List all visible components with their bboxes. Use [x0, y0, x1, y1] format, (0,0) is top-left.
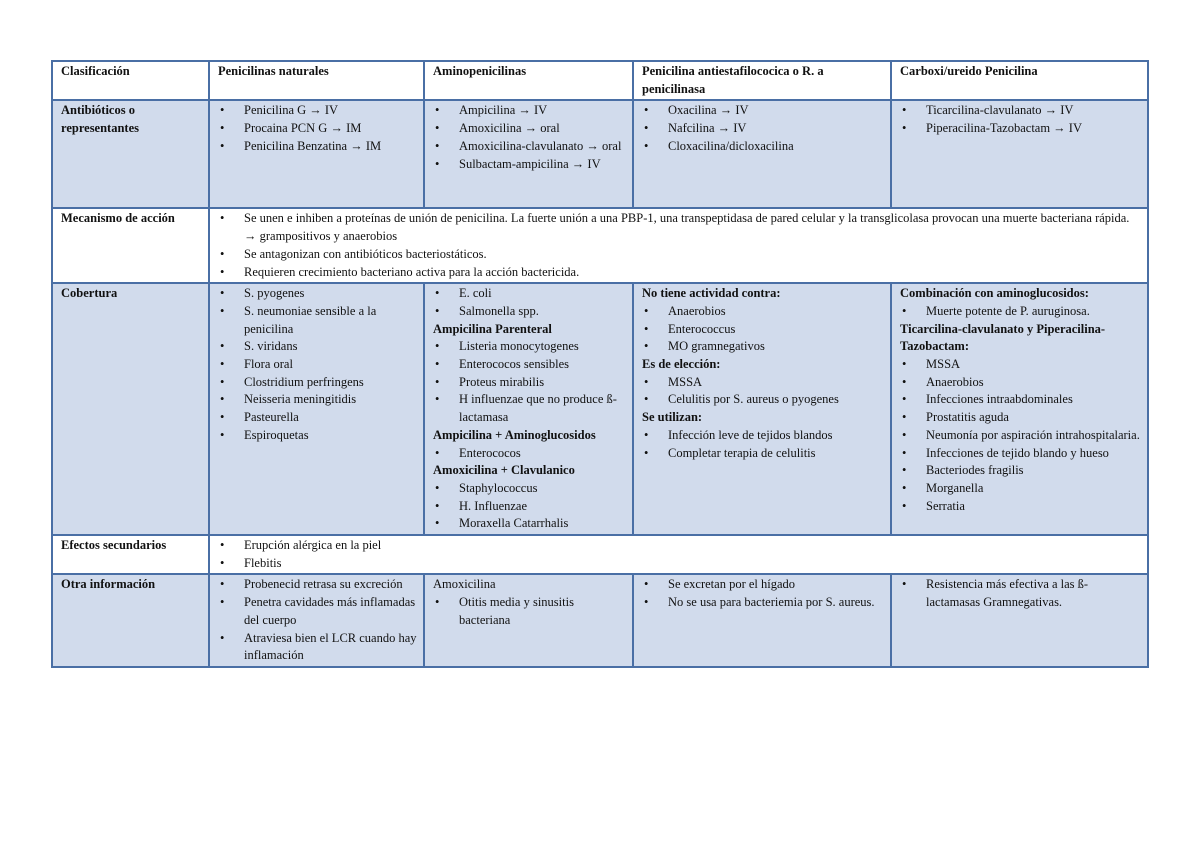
list-item: • Listeria monocytogenes	[433, 338, 626, 356]
cell-efectos	[209, 535, 1148, 574]
list-item: • Cloxacilina/dicloxacilina	[642, 138, 884, 156]
header-aminopenicilinas: Aminopenicilinas	[424, 61, 633, 100]
cell-cobertura-amino	[424, 283, 633, 535]
list-item: • Sulbactam-ampicilina → IV	[433, 156, 626, 174]
list-item: • Neisseria meningitidis	[218, 391, 417, 409]
list-item: • Otitis media y sinusitis bacteriana	[433, 594, 626, 629]
list-item: • Penetra cavidades más inflamadas del cuerpo	[218, 594, 417, 629]
list	[900, 102, 1141, 137]
list	[433, 480, 626, 533]
cell-antibioticos-amino	[424, 100, 633, 208]
row-efectos	[52, 535, 1148, 574]
list	[642, 427, 884, 462]
list-item: • Penicilina Benzatina → IM	[218, 138, 417, 156]
subheading-ampicilina-aminoglucosidos: Ampicilina + Aminoglucosidos	[433, 427, 596, 442]
list-item: • Erupción alérgica en la piel	[218, 537, 1141, 555]
row-label-antibioticos: Antibióticos o representantes	[52, 100, 209, 208]
list	[900, 576, 1141, 611]
list-item: • Se unen e inhiben a proteínas de unión de penicilina. La fuerte unión a una PBP-1, una transpeptidasa de pared celular y la transglicolasa provocan una muerte bacteriana rápida. → grampositivos y anaerobios	[218, 210, 1141, 245]
list-item: • Penicilina G → IV	[218, 102, 417, 120]
list-item: • Proteus mirabilis	[433, 374, 626, 392]
cell-otra-carboxi	[891, 574, 1148, 667]
cell-otra-antiestaf	[633, 574, 891, 667]
list-item: • Morganella	[900, 480, 1141, 498]
list-item: • Ticarcilina-clavulanato → IV	[900, 102, 1141, 120]
list	[433, 594, 626, 629]
header-row	[52, 61, 1148, 100]
list-item: • Piperacilina-Tazobactam → IV	[900, 120, 1141, 138]
header-antiestafilococica: Penicilina antiestafilococica o R. a penicilinasa	[633, 61, 891, 100]
list-item: • H influenzae que no produce ß-lactamasa	[433, 391, 626, 426]
row-cobertura	[52, 283, 1148, 535]
list	[218, 102, 417, 155]
cell-antibioticos-naturales	[209, 100, 424, 208]
row-otra	[52, 574, 1148, 667]
list-item: • Atraviesa bien el LCR cuando hay inflamación	[218, 630, 417, 665]
list-item: • Resistencia más efectiva a las ß-lactamasas Gramnegativas.	[900, 576, 1141, 611]
list-item: • Oxacilina → IV	[642, 102, 884, 120]
list-item: • Infección leve de tejidos blandos	[642, 427, 884, 445]
row-label-mecanismo: Mecanismo de acción	[52, 208, 209, 283]
row-label-efectos: Efectos secundarios	[52, 535, 209, 574]
list-item: • Clostridium perfringens	[218, 374, 417, 392]
list-item: • Infecciones intraabdominales	[900, 391, 1141, 409]
list-item: • Completar terapia de celulitis	[642, 445, 884, 463]
list-item: • E. coli	[433, 285, 626, 303]
list	[642, 102, 884, 155]
subheading-se-utilizan: Se utilizan:	[642, 410, 703, 425]
list-item: • Enterococos	[433, 445, 626, 463]
list	[642, 303, 884, 356]
list	[433, 102, 626, 173]
list-item: • Bacteriodes fragilis	[900, 462, 1141, 480]
list-item: • Muerte potente de P. auruginosa.	[900, 303, 1141, 321]
list-item: • Staphylococcus	[433, 480, 626, 498]
cell-cobertura-naturales	[209, 283, 424, 535]
list-item: • Ampicilina → IV	[433, 102, 626, 120]
header-carboxi-ureido: Carboxi/ureido Penicilina	[891, 61, 1148, 100]
subheading-amoxicilina-clavulanico: Amoxicilina + Clavulanico	[433, 463, 575, 478]
list-item: • Infecciones de tejido blando y hueso	[900, 445, 1141, 463]
list-item: • H. Influenzae	[433, 498, 626, 516]
list-item: • Probenecid retrasa su excreción	[218, 576, 417, 594]
list-item: • S. pyogenes	[218, 285, 417, 303]
list-item: • Amoxicilina-clavulanato → oral	[433, 138, 626, 156]
list	[218, 576, 417, 665]
list	[900, 356, 1141, 515]
list-item: • Espiroquetas	[218, 427, 417, 445]
list-item: • Serratia	[900, 498, 1141, 516]
list-item: • Enterococos sensibles	[433, 356, 626, 374]
cell-antibioticos-antiestaf	[633, 100, 891, 208]
list-item: • S. viridans	[218, 338, 417, 356]
list-item: • MO gramnegativos	[642, 338, 884, 356]
list-item: • Nafcilina → IV	[642, 120, 884, 138]
list-item: • MSSA	[900, 356, 1141, 374]
list-item: • Moraxella Catarrhalis	[433, 515, 626, 533]
row-label-cobertura: Cobertura	[52, 283, 209, 535]
list	[218, 210, 1141, 281]
subheading-amoxicilina: Amoxicilina	[433, 577, 496, 592]
row-label-otra: Otra información	[52, 574, 209, 667]
cell-cobertura-carboxi	[891, 283, 1148, 535]
cell-cobertura-antiestaf	[633, 283, 891, 535]
cell-antibioticos-carboxi	[891, 100, 1148, 208]
list-item: • Anaerobios	[900, 374, 1141, 392]
list-item: • Se excretan por el hígado	[642, 576, 884, 594]
list-item: • Prostatitis aguda	[900, 409, 1141, 427]
list-item: • Pasteurella	[218, 409, 417, 427]
subheading-eleccion: Es de elección:	[642, 357, 721, 372]
row-antibioticos	[52, 100, 1148, 208]
header-clasificacion: Clasificación	[52, 61, 209, 100]
list-item: • Neumonía por aspiración intrahospitalaria.	[900, 427, 1141, 445]
list-item: • Se antagonizan con antibióticos bacteriostáticos.	[218, 246, 1141, 264]
subheading-no-actividad: No tiene actividad contra:	[642, 286, 781, 301]
list	[218, 285, 417, 444]
list	[433, 285, 626, 320]
list-item: • Requieren crecimiento bacteriano activa para la acción bactericida.	[218, 264, 1141, 282]
list-item: • Amoxicilina → oral	[433, 120, 626, 138]
cell-otra-amino	[424, 574, 633, 667]
list-item: • Flebitis	[218, 555, 1141, 573]
subheading-combinacion: Combinación con aminoglucosidos:	[900, 286, 1089, 301]
list-item: • MSSA	[642, 374, 884, 392]
list-item: • Salmonella spp.	[433, 303, 626, 321]
row-mecanismo	[52, 208, 1148, 283]
cell-mecanismo	[209, 208, 1148, 283]
subheading-ticarcilina-piperacilina: Ticarcilina-clavulanato y Piperacilina-Tazobactam:	[900, 321, 1106, 354]
list	[218, 537, 1141, 572]
list-item: • No se usa para bacteriemia por S. aureus.	[642, 594, 884, 612]
list-item: • Flora oral	[218, 356, 417, 374]
header-naturales: Penicilinas naturales	[209, 61, 424, 100]
list-item: • S. neumoniae sensible a la penicilina	[218, 303, 417, 338]
subheading-ampicilina-parenteral: Ampicilina Parenteral	[433, 321, 552, 336]
cell-otra-naturales	[209, 574, 424, 667]
list	[642, 374, 884, 409]
list	[642, 576, 884, 611]
list-item: • Anaerobios	[642, 303, 884, 321]
list-item: • Procaina PCN G → IM	[218, 120, 417, 138]
list	[900, 303, 1141, 321]
list	[433, 338, 626, 427]
penicillin-table	[51, 60, 1149, 668]
list-item: • Celulitis por S. aureus o pyogenes	[642, 391, 884, 409]
list-item: • Enterococcus	[642, 321, 884, 339]
list	[433, 445, 626, 463]
